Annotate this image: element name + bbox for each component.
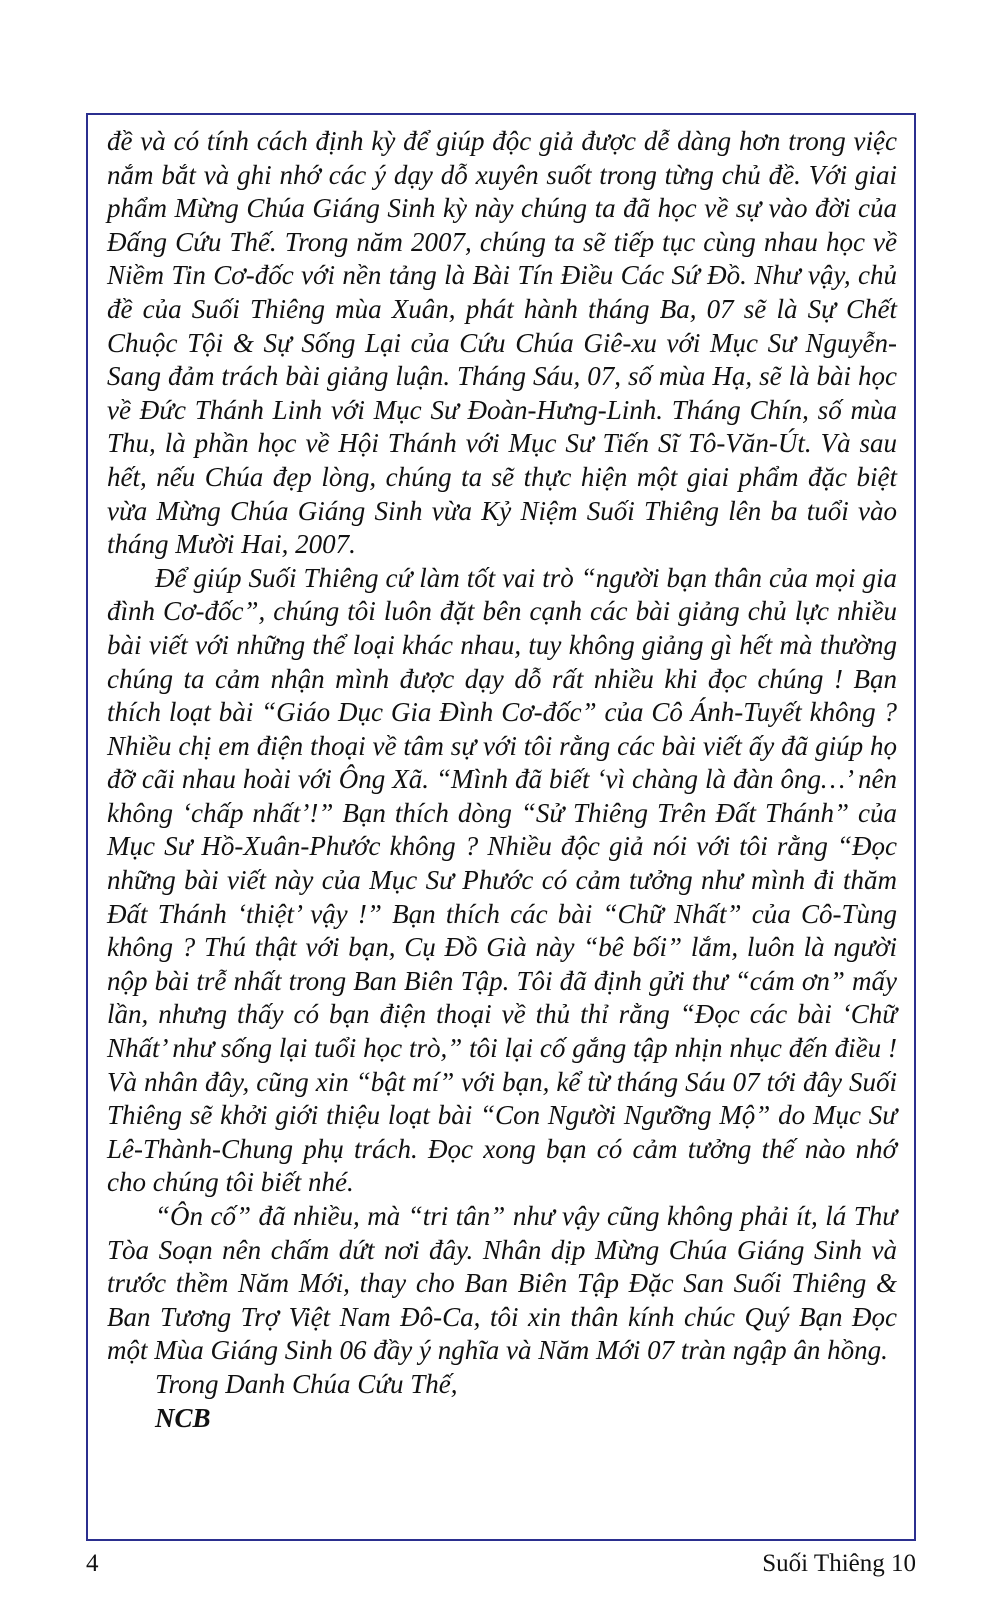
page-number: 4 [86,1550,99,1577]
letter-body [107,125,897,1435]
paragraph-columns: Để giúp Suối Thiêng cứ làm tốt vai trò “người bạn thân của mọi gia đình Cơ-đốc”, chúng tôi luôn đặt bên cạnh các bài giảng chủ lực nhiều bài viết với những thể loại khác nhau, tuy không giảng gì hết mà thường chúng ta cảm nhận mình được dạy dỗ rất nhiều khi đọc chúng ! Bạn thích loạt bài “Giáo Dục Gia Đình Cơ-đốc” của Cô Ánh-Tuyết không ? Nhiều chị em điện thoại về tâm sự với tôi rằng các bài viết ấy đã giúp họ đỡ cãi nhau hoài với Ông Xã. “Mình đã biết ‘vì chàng là đàn ông…’ nên không ‘chấp nhất’!” Bạn thích dòng “Sử Thiêng Trên Đất Thánh” của Mục Sư Hồ-Xuân-Phước không ? Nhiều độc giả nói với tôi rằng “Đọc những bài viết này của Mục Sư Phước có cảm tưởng như mình đi thăm Đất Thánh ‘thiệt’ vậy !” Bạn thích các bài “Chữ Nhất” của Cô-Tùng không ? Thú thật với bạn, Cụ Đồ Già này “bê bối” lắm, luôn là người nộp bài trễ nhất trong Ban Biên Tập. Tôi đã định gửi thư “cám ơn” mấy lần, nhưng thấy có bạn điện thoại về thủ thỉ rằng “Đọc các bài ‘Chữ Nhất’ như sống lại tuổi học trò,” tôi lại cố gắng tập nhịn nhục đến điều ! Và nhân đây, cũng xin “bật mí” với bạn, kể từ tháng Sáu 07 tới đây Suối Thiêng sẽ khởi giới thiệu loạt bài “Con Người Ngưỡng Mộ” do Mục Sư Lê-Thành-Chung phụ trách. Đọc xong bạn có cảm tưởng thế nào nhớ cho chúng tôi biết nhé. [107,562,897,1198]
paragraph-continued: đề và có tính cách định kỳ để giúp độc giả được dễ dàng hơn trong việc nắm bắt và ghi nhớ các ý dạy dỗ xuyên suốt trong từng chủ đề. Với giai phẩm Mừng Chúa Giáng Sinh kỳ này chúng ta đã học về sự vào đời của Đấng Cứu Thế. Trong năm 2007, chúng ta sẽ tiếp tục cùng nhau học về Niềm Tin Cơ-đốc với nền tảng là Bài Tín Điều Các Sứ Đồ. Như vậy, chủ đề của Suối Thiêng mùa Xuân, phát hành tháng Ba, 07 sẽ là Sự Chết Chuộc Tội & Sự Sống Lại của Cứu Chúa Giê-xu với Mục Sư Nguyễn-Sang đảm trách bài giảng luận. Tháng Sáu, 07, số mùa Hạ, sẽ là bài học về Đức Thánh Linh với Mục Sư Đoàn-Hưng-Linh. Tháng Chín, số mùa Thu, là phần học về Hội Thánh với Mục Sư Tiến Sĩ Tô-Văn-Út. Và sau hết, nếu Chúa đẹp lòng, chúng ta sẽ thực hiện một giai phẩm đặc biệt vừa Mừng Chúa Giáng Sinh vừa Kỷ Niệm Suối Thiêng lên ba tuổi vào tháng Mười Hai, 2007. [107,126,897,560]
paragraph-closing-wishes: “Ôn cố” đã nhiều, mà “tri tân” như vậy cũng không phải ít, lá Thư Tòa Soạn nên chấm dứt nơi đây. Nhân dịp Mừng Chúa Giáng Sinh và trước thềm Năm Mới, thay cho Ban Biên Tập Đặc San Suối Thiêng & Ban Tương Trợ Việt Nam Đô-Ca, tôi xin thân kính chúc Quý Bạn Đọc một Mùa Giáng Sinh 06 đầy ý nghĩa và Năm Mới 07 tràn ngập ân hồng. [107,1201,897,1366]
signature: NCB [155,1402,211,1433]
closing-line: Trong Danh Chúa Cứu Thế, [155,1368,458,1399]
publication-title: Suối Thiêng 10 [762,1550,916,1577]
signoff [155,1368,897,1435]
page-footer [86,1550,916,1578]
